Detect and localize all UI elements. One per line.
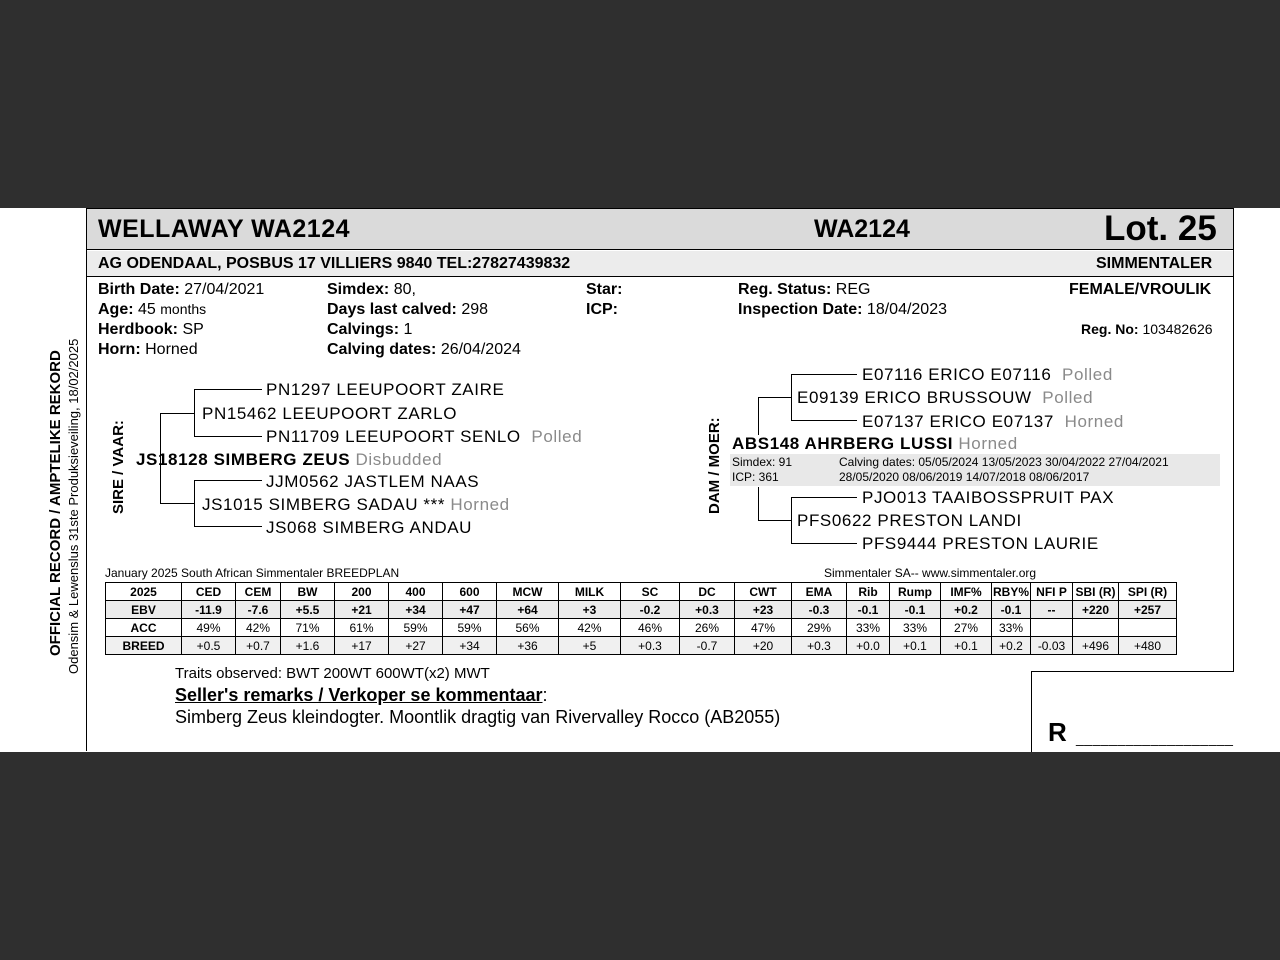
traits-observed: Traits observed: BWT 200WT 600WT(x2) MWT: [175, 665, 490, 682]
breedplan-table: [105, 582, 1177, 655]
dam-name: ABS148 AHRBERG LUSSI Horned: [732, 434, 1018, 453]
breedplan-source: January 2025 South African Simmentaler BREEDPLAN: [105, 566, 400, 580]
calving-dates: Calving dates: 26/04/2024: [327, 341, 521, 358]
icp-label: ICP:: [586, 301, 618, 318]
dam-dam-sire: PJO013 TAAIBOSSPRUIT PAX: [862, 488, 1115, 507]
birth-date: Birth Date: 27/04/2021: [98, 281, 265, 298]
calvings: Calvings: 1: [327, 321, 413, 338]
sire-sire-sire: PN1297 LEEUPOORT ZAIRE: [266, 380, 505, 399]
sire-dam-sire: JJM0562 JASTLEM NAAS: [266, 472, 480, 491]
dam-sire-dam: E07137 ERICO E07137 Horned: [862, 412, 1124, 431]
dam-icp: ICP: 361: [732, 470, 779, 484]
breed-label: SIMMENTALER: [1096, 255, 1213, 272]
table-row-acc: ACC 49% 42% 71% 61% 59% 59% 56% 42% 46% 26% 47% 29% 33% 33% 27% 33%: [106, 619, 1177, 637]
price-line: ___________________: [1076, 730, 1234, 746]
sire-sire: PN15462 LEEUPOORT ZARLO: [202, 404, 458, 423]
sire-name: JS18128 SIMBERG ZEUS Disbudded: [136, 450, 443, 469]
dam-sire-sire: E07116 ERICO E07116 Polled: [862, 365, 1113, 384]
sire-dam: JS1015 SIMBERG SADAU *** Horned: [202, 495, 510, 514]
days-last-calved: Days last calved: 298: [327, 301, 489, 318]
reg-number: Reg. No: 103482626: [1081, 321, 1213, 337]
lot-number: Lot. 25: [1104, 209, 1217, 248]
inspection-date: Inspection Date: 18/04/2023: [738, 301, 947, 318]
animal-code: WA2124: [814, 215, 910, 243]
animal-name: WELLAWAY WA2124: [98, 215, 351, 243]
dam-label: DAM / MOER:: [706, 417, 723, 514]
star-label: Star:: [586, 281, 623, 298]
dam-dam-dam: PFS9444 PRESTON LAURIE: [862, 534, 1099, 553]
dam-simdex: Simdex: 91: [732, 455, 793, 469]
dam-sire: E09139 ERICO BRUSSOUW Polled: [797, 388, 1094, 407]
remarks-title: Seller's remarks / Verkoper se kommentaar:: [175, 685, 548, 705]
dam-calving-dates-2: 28/05/2020 08/06/2019 14/07/2018 08/06/2017: [839, 470, 1090, 484]
age: Age: 45 months: [98, 301, 207, 318]
dam-calving-dates: Calving dates: 05/05/2024 13/05/2023 30/04/2022 27/04/2021: [839, 455, 1169, 469]
sex-label: FEMALE/VROULIK: [1069, 281, 1212, 298]
remarks-text: Simberg Zeus kleindogter. Moontlik dragtig van Rivervalley Rocco (AB2055): [175, 707, 781, 727]
reg-status: Reg. Status: REG: [738, 281, 871, 298]
sire-dam-dam: JS068 SIMBERG ANDAU: [266, 518, 473, 537]
sire-sire-dam: PN11709 LEEUPOORT SENLO Polled: [266, 427, 583, 446]
simdex: Simdex: 80,: [327, 281, 416, 298]
breedplan-site: Simmentaler SA-- www.simmentaler.org: [824, 566, 1037, 580]
official-record-label: OFFICIAL RECORD / AMPTELIKE REKORD: [47, 350, 64, 656]
owner-info: AG ODENDAAL, POSBUS 17 VILLIERS 9840 TEL:27827439832: [98, 255, 571, 272]
price-label: R: [1048, 717, 1067, 747]
table-row-ebv: EBV -11.9 -7.6 +5.5 +21 +34 +47 +64 +3 -0.2 +0.3 +23 -0.3 -0.1 -0.1 +0.2 -0.1 -- +220 +257: [106, 601, 1177, 619]
dam-dam: PFS0622 PRESTON LANDI: [797, 511, 1022, 530]
herdbook: Herdbook: SP: [98, 321, 204, 338]
table-row-breed: BREED +0.5 +0.7 +1.6 +17 +27 +34 +36 +5 +0.3 -0.7 +20 +0.3 +0.0 +0.1 +0.1 +0.2 -0.03 +496 +480: [106, 637, 1177, 655]
sale-label: Odensim & Lewenslus 31ste Produksieveiling, 18/02/2025: [66, 338, 81, 674]
horn: Horn: Horned: [98, 341, 198, 358]
table-header-row: 2025 CED CEM BW 200 400 600 MCW MILK SC DC CWT EMA Rib Rump IMF% RBY% NFI P SBI (R) SPI (R): [106, 583, 1177, 601]
sire-label: SIRE / VAAR:: [110, 420, 127, 514]
